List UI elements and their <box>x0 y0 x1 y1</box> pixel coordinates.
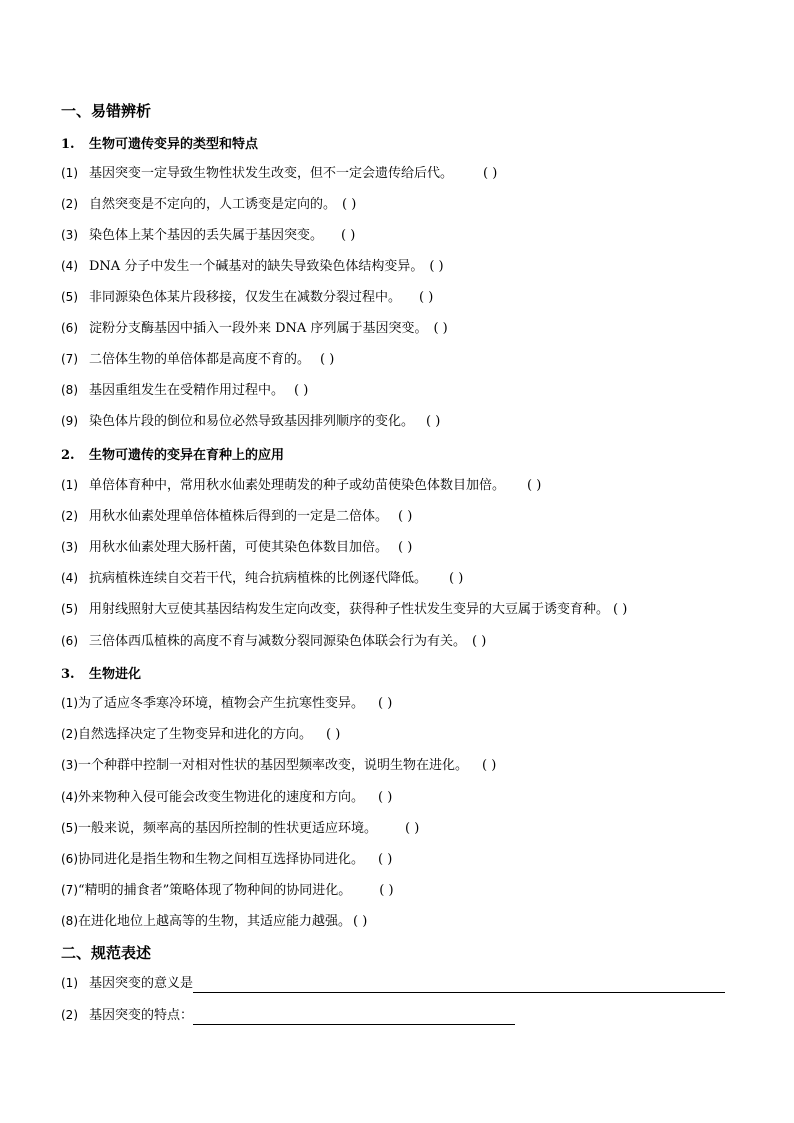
answer-blank[interactable]: ( ) <box>449 571 464 586</box>
question-2-4: (4) 抗病植株连续自交若干代，纯合抗病植株的比例逐代降低。 ( ) <box>61 571 464 586</box>
section-heading-1: 一、易错辨析 <box>61 102 152 120</box>
answer-blank[interactable]: ( ) <box>419 290 434 305</box>
answer-blank[interactable]: ( ) <box>405 821 420 836</box>
answer-blank[interactable]: ( ) <box>353 914 368 929</box>
answer-blank[interactable]: ( ) <box>613 602 628 617</box>
question-1-6: (6) 淀粉分支酶基因中插入一段外来 DNA 序列属于基因突变。 ( ) <box>61 321 448 336</box>
section-heading-2: 二、规范表述 <box>61 944 152 962</box>
question-3-7: (7)“精明的捕食者”策略体现了物种间的协同进化。 ( ) <box>61 883 394 898</box>
answer-line[interactable] <box>193 978 725 993</box>
group-heading-3: 3. 生物进化 <box>61 667 142 682</box>
expression-1: (1) 基因突变的意义是 <box>61 974 725 993</box>
question-2-3: (3) 用秋水仙素处理大肠杆菌，可使其染色体数目加倍。 ( ) <box>61 540 413 555</box>
answer-blank[interactable]: ( ) <box>378 790 393 805</box>
question-1-2: (2) 自然突变是不定向的，人工诱变是定向的。 ( ) <box>61 197 357 212</box>
question-3-6: (6)协同进化是指生物和生物之间相互选择协同进化。 ( ) <box>61 852 393 867</box>
answer-line[interactable] <box>193 1010 515 1025</box>
question-1-3: (3) 染色体上某个基因的丢失属于基因突变。 ( ) <box>61 228 356 243</box>
question-2-2: (2) 用秋水仙素处理单倍体植株后得到的一定是二倍体。 ( ) <box>61 509 413 524</box>
question-1-9: (9) 染色体片段的倒位和易位必然导致基因排列顺序的变化。 ( ) <box>61 414 441 429</box>
answer-blank[interactable]: ( ) <box>326 727 341 742</box>
question-3-8: (8)在进化地位上越高等的生物，其适应能力越强。 ( ) <box>61 914 368 929</box>
expression-2: (2) 基因突变的特点： <box>61 1006 515 1025</box>
question-2-1: (1) 单倍体育种中，常用秋水仙素处理萌发的种子或幼苗使染色体数目加倍。 ( ) <box>61 478 542 493</box>
answer-blank[interactable]: ( ) <box>482 758 497 773</box>
answer-blank[interactable]: ( ) <box>378 852 393 867</box>
question-1-1: (1) 基因突变一定导致生物性状发生改变，但不一定会遗传给后代。 ( ) <box>61 166 498 181</box>
question-1-4: (4) DNA 分子中发生一个碱基对的缺失导致染色体结构变异。 ( ) <box>61 259 444 274</box>
question-3-2: (2)自然选择决定了生物变异和进化的方向。 ( ) <box>61 727 341 742</box>
answer-blank[interactable]: ( ) <box>426 414 441 429</box>
question-1-7: (7) 二倍体生物的单倍体都是高度不育的。 ( ) <box>61 352 335 367</box>
question-1-5: (5) 非同源染色体某片段移接，仅发生在减数分裂过程中。 ( ) <box>61 290 434 305</box>
question-3-3: (3)一个种群中控制一对相对性状的基因型频率改变，说明生物在进化。 ( ) <box>61 758 497 773</box>
question-2-6: (6) 三倍体西瓜植株的高度不育与减数分裂同源染色体联会行为有关。 ( ) <box>61 634 487 649</box>
answer-blank[interactable]: ( ) <box>483 166 498 181</box>
answer-blank[interactable]: ( ) <box>472 634 487 649</box>
question-3-5: (5)一般来说，频率高的基因所控制的性状更适应环境。 ( ) <box>61 821 420 836</box>
answer-blank[interactable]: ( ) <box>342 197 357 212</box>
answer-blank[interactable]: ( ) <box>527 478 542 493</box>
question-2-5: (5) 用射线照射大豆使其基因结构发生定向改变，获得种子性状发生变异的大豆属于诱变育种。 ( ) <box>61 602 628 617</box>
question-1-8: (8) 基因重组发生在受精作用过程中。 ( ) <box>61 383 309 398</box>
answer-blank[interactable]: ( ) <box>398 540 413 555</box>
answer-blank[interactable]: ( ) <box>294 383 309 398</box>
answer-blank[interactable]: ( ) <box>429 259 444 274</box>
answer-blank[interactable]: ( ) <box>341 228 356 243</box>
answer-blank[interactable]: ( ) <box>433 321 448 336</box>
answer-blank[interactable]: ( ) <box>320 352 335 367</box>
answer-blank[interactable]: ( ) <box>398 509 413 524</box>
question-3-1: (1)为了适应冬季寒冷环境，植物会产生抗寒性变异。 ( ) <box>61 696 393 711</box>
group-heading-2: 2. 生物可遗传的变异在育种上的应用 <box>61 448 285 463</box>
group-heading-1: 1. 生物可遗传变异的类型和特点 <box>61 137 259 152</box>
answer-blank[interactable]: ( ) <box>379 883 394 898</box>
question-3-4: (4)外来物种入侵可能会改变生物进化的速度和方向。 ( ) <box>61 790 393 805</box>
answer-blank[interactable]: ( ) <box>378 696 393 711</box>
